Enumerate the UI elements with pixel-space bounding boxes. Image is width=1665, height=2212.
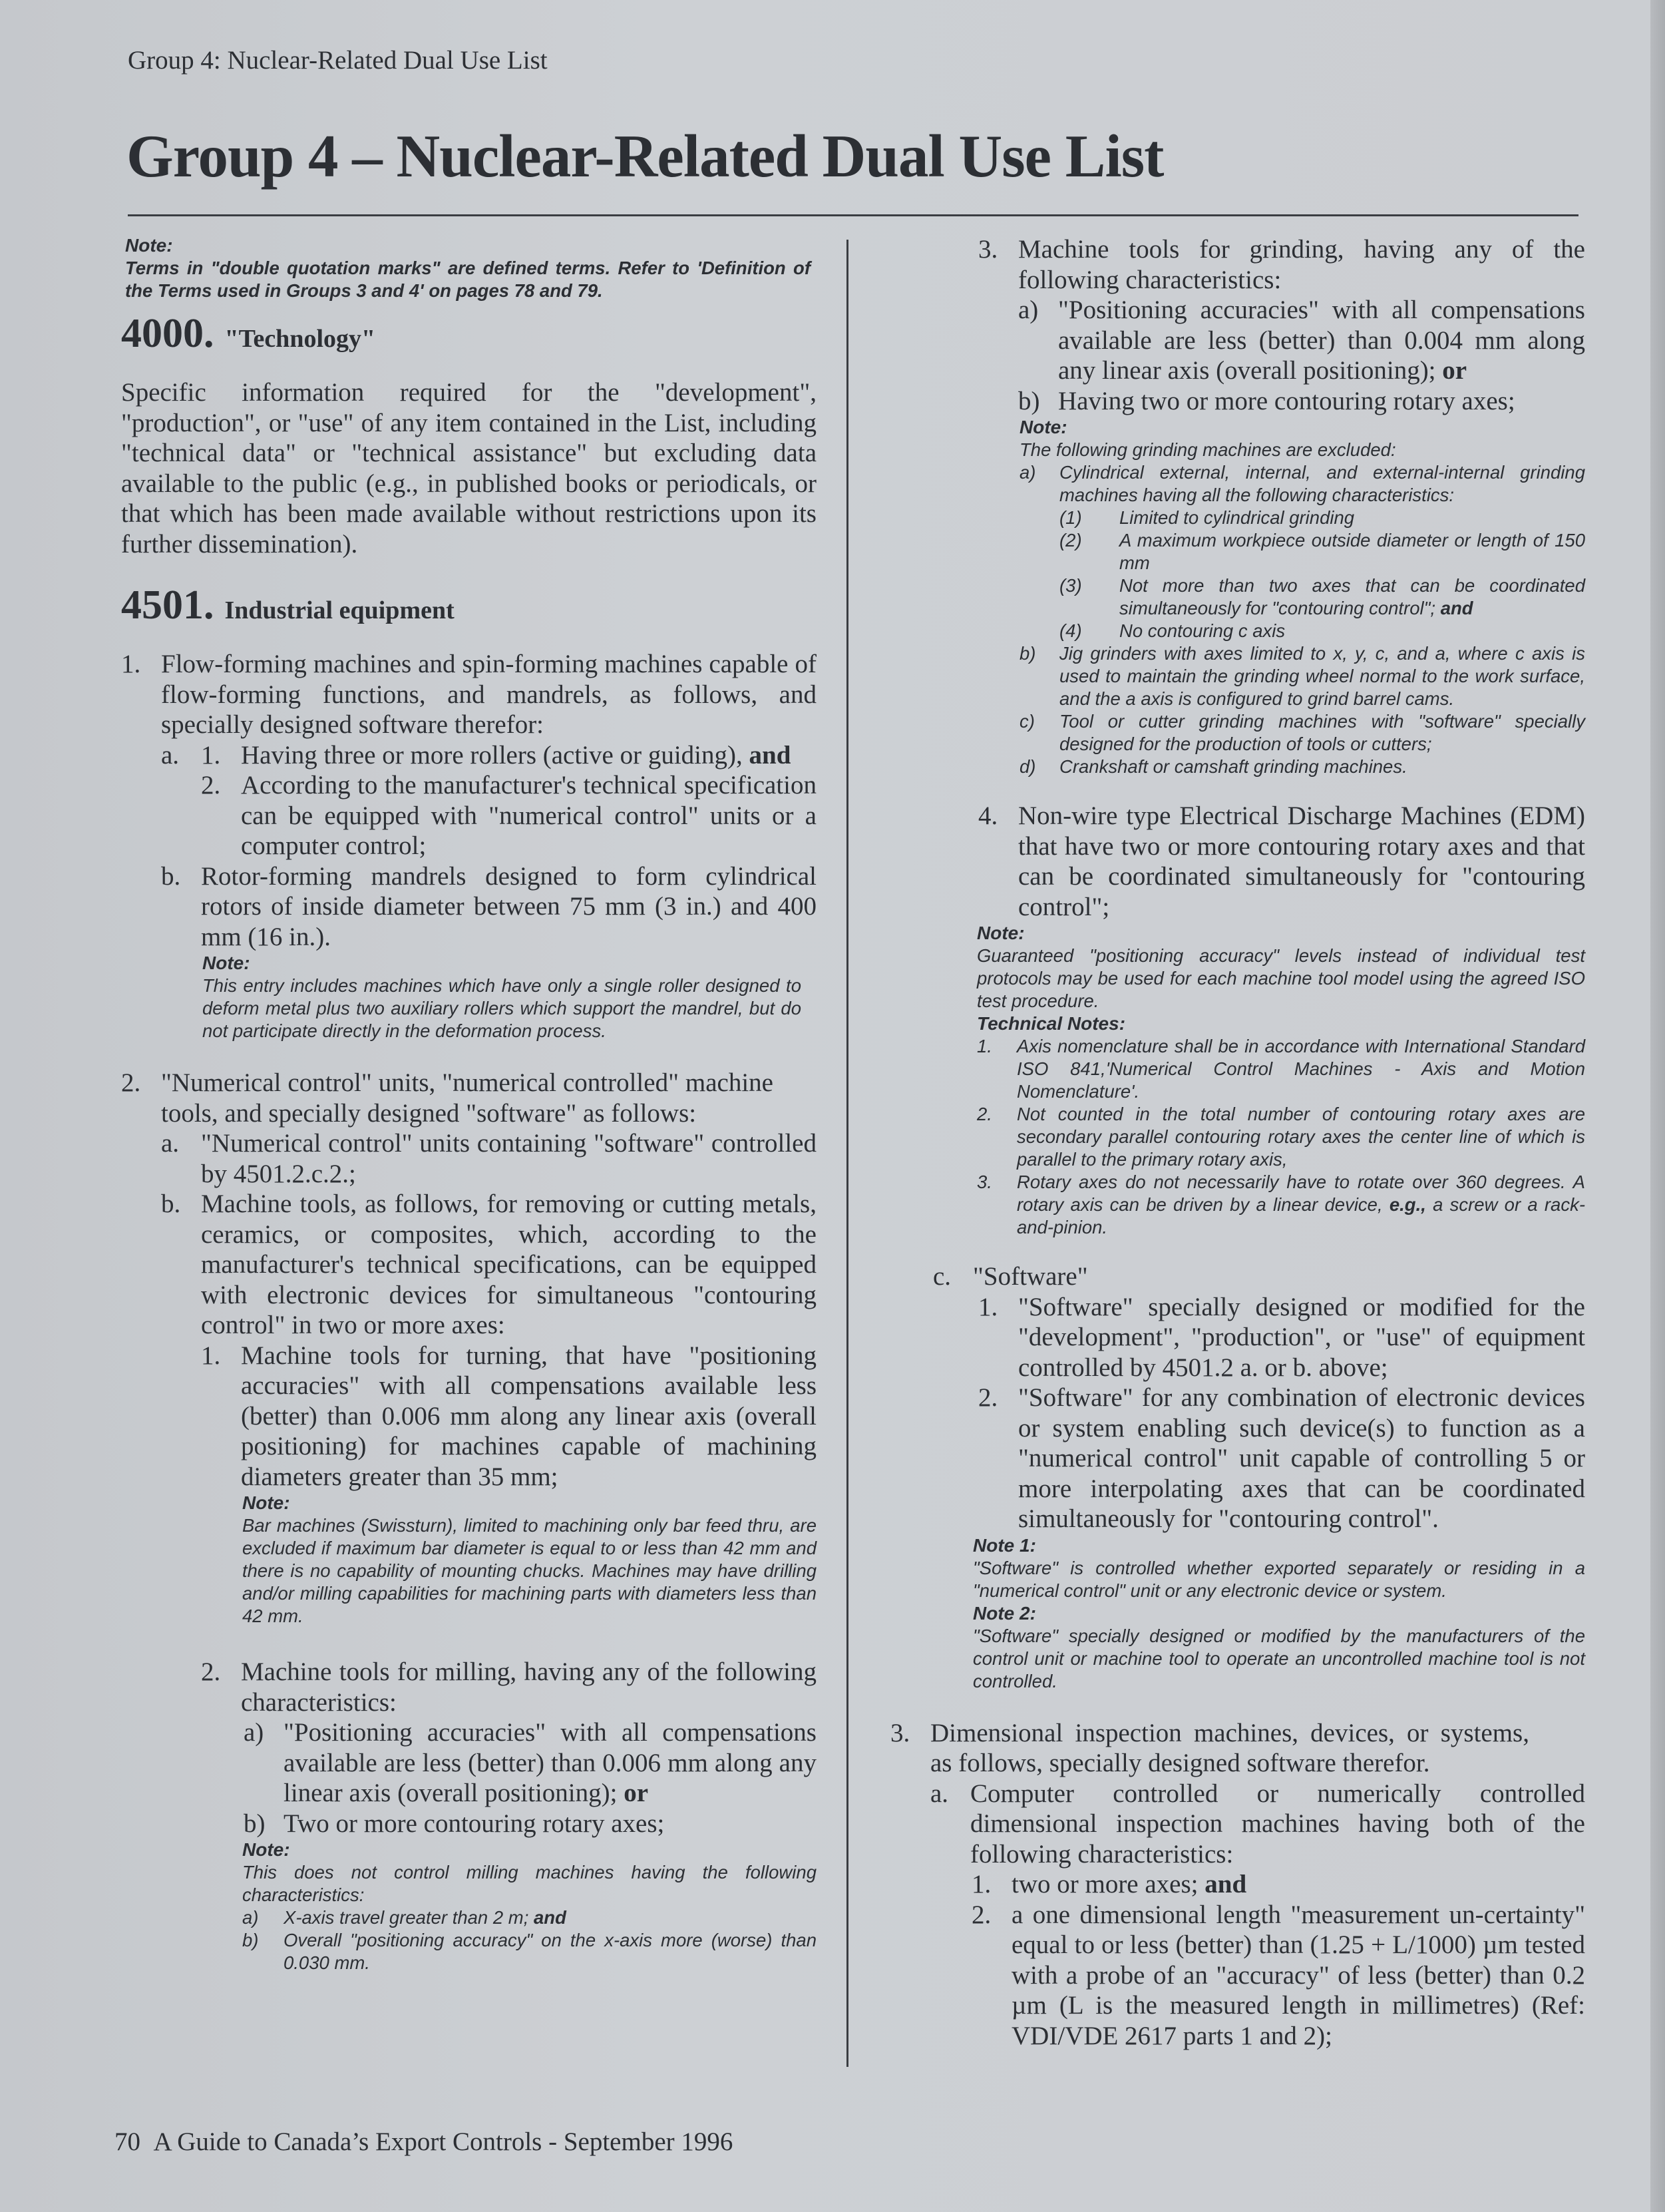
section-4501-name: Industrial equipment	[224, 596, 455, 624]
item-marker: 3.	[890, 1718, 910, 1747]
item-4501-2-c2	[978, 1383, 1585, 1534]
note-item-text: Tool or cutter grinding machines with "software" specially designed for the production of tools or cutters;	[1059, 711, 1585, 754]
note-conjunction: and	[534, 1907, 566, 1928]
item-marker: 2.	[121, 1068, 141, 1097]
note-item-marker: d)	[1019, 756, 1036, 777]
item-marker: 1.	[972, 1870, 992, 1898]
item-4501-2-b2	[201, 1657, 817, 1717]
item-text: Non-wire type Electrical Discharge Machines (EDM) that have two or more contouring rotary axes and that can be coordinated simultaneously for "contouring control";	[1018, 801, 1585, 921]
note-text: "Software" specially designed or modified by the manufacturers of the control unit or machine tool to operate an uncontrolled machine tool is not controlled.	[973, 1625, 1585, 1691]
item-text: "Numerical control" units containing "software" controlled by 4501.2.c.2.;	[201, 1129, 817, 1188]
item-marker: b.	[161, 1190, 181, 1218]
note-item-text: Jig grinders with axes limited to x, y, c, and a, where c axis is used to maintain the grinding wheel normal to the work surface, and the a axis is configured to grind barrel cams.	[1059, 643, 1585, 709]
section-4000-number: 4000.	[121, 311, 214, 356]
item-marker: a.	[161, 1129, 180, 1158]
item-text: "Positioning accuracies" with all compensations available are less (better) than 0.004 mm along any linear axis (overall positioning);	[1058, 296, 1585, 385]
item-text: Machine tools, as follows, for removing or cutting metals, ceramics, or composites, which, according to the manufacturer's technical specifications, can be equipped with electronic devices for simultaneous "contouring control" in two or more axes:	[201, 1190, 817, 1339]
item-marker: 3.	[978, 235, 998, 264]
item-text: two or more axes;	[1012, 1870, 1199, 1898]
item-marker: 1.	[201, 1341, 221, 1370]
intro-note	[125, 234, 811, 302]
note-item-text: Not more than two axes that can be coordinated simultaneously for "contouring control";	[1119, 575, 1585, 618]
note-item-marker: (1)	[1059, 507, 1082, 528]
item-4501-2-b4-note	[977, 922, 1585, 1239]
item-conjunction: and	[1204, 1870, 1247, 1898]
note-item-marker: 3.	[977, 1172, 992, 1192]
item-text: Machine tools for milling, having any of the following characteristics:	[241, 1658, 817, 1717]
note-item-text: A maximum workpiece outside diameter or length of 150 mm	[1119, 530, 1585, 573]
note-item-marker: (4)	[1059, 620, 1082, 641]
item-text: "Positioning accuracies" with all compensations available are less (better) than 0.006 mm along any linear axis (overall positioning);	[283, 1718, 817, 1807]
section-4501-number: 4501.	[121, 582, 214, 628]
item-marker: 2.	[201, 771, 221, 799]
note-text: "Software" is controlled whether exported separately or residing in a "numerical control" unit or any electronic device or system.	[973, 1557, 1585, 1601]
item-marker: 1.	[121, 650, 141, 678]
section-4000-text: Specific information required for the "development", "production", or "use" of any item contained in the List, including "technical data" or "technical assistance" but excluding data available to the public (e.g., in published books or periodicals, or that which has been made available without restrictions upon its further dissemination).	[121, 378, 817, 558]
item-text: According to the manufacturer's technical specification can be equipped with "numerical control" units or a computer control;	[241, 771, 817, 860]
item-text: Flow-forming machines and spin-forming machines capable of flow-forming functions, and mandrels, as follows, and specially designed software therefor:	[161, 650, 817, 739]
item-text: Rotor-forming mandrels designed to form cylindrical rotors of inside diameter between 75 mm (3 in.) and 400 mm (16 in.).	[201, 861, 817, 951]
item-text: a one dimensional length "measurement un-certainty" equal to or less (better) than (1.25 + L/1000) µm tested with a probe of an "accuracy" of less (better) than 0.2 µm (L is the measured length in millimetres) (Ref: VDI/VDE 2617 parts 1 and 2);	[1012, 1900, 1585, 2050]
note-item-text: X-axis travel greater than 2 m;	[283, 1907, 529, 1928]
note-label: Note:	[242, 1492, 290, 1513]
item-4501-3	[890, 1718, 1529, 1779]
note-item	[1019, 756, 1585, 778]
item-text: "Software" specially designed or modified for the "development", "production", or "use" of equipment controlled by 4501.2 a. or b. above;	[1018, 1292, 1585, 1382]
item-marker: 2.	[201, 1658, 221, 1686]
item-4501-1-note	[202, 952, 801, 1042]
item-marker: 1.	[978, 1292, 998, 1321]
note-item	[1019, 574, 1585, 620]
note-item	[977, 1035, 1585, 1103]
item-marker: b.	[161, 861, 181, 891]
item-4501-2-c	[933, 1261, 1585, 1292]
technical-notes-label: Technical Notes:	[977, 1013, 1126, 1034]
note-item	[1019, 507, 1585, 529]
section-4000-heading	[121, 310, 817, 357]
note-text: The following grinding machines are excluded:	[1019, 439, 1396, 460]
note-item	[1019, 529, 1585, 574]
right-column	[878, 234, 1585, 2051]
note-item-marker: b)	[1019, 643, 1036, 664]
item-marker: b)	[1018, 386, 1040, 415]
item-text: Having three or more rollers (active or guiding),	[241, 740, 743, 770]
page-title: Group 4 – Nuclear-Related Dual Use List	[126, 122, 1164, 190]
item-4501-2-b3-a	[1018, 295, 1585, 386]
item-marker: a.	[161, 740, 180, 770]
item-4501-2-b2-b	[244, 1809, 817, 1839]
item-4501-2-b3-b	[1018, 386, 1585, 417]
footer-text: A Guide to Canada’s Export Controls - September 1996	[153, 2127, 733, 2156]
note-item-text: Not counted in the total number of contouring rotary axes are secondary parallel contouring rotary axes the center line of which is parallel to the primary rotary axis,	[1017, 1104, 1585, 1170]
section-4501-heading	[121, 582, 817, 629]
item-text: "Software" for any combination of electronic devices or system enabling such device(s) to function as a "numerical control" unit capable of controlling 5 or more interpolating axes that can be coordinated simultaneously for "contouring control".	[1018, 1383, 1585, 1533]
item-4501-3-a2	[972, 1900, 1585, 2052]
item-4501-2-b1-note	[242, 1492, 817, 1628]
note-item	[242, 1906, 817, 1929]
note-item-marker: (3)	[1059, 575, 1082, 596]
item-4501-1-b	[161, 861, 817, 953]
item-4501-3-a1	[972, 1869, 1585, 1900]
note-item-marker: (2)	[1059, 530, 1082, 551]
item-marker: b)	[244, 1809, 266, 1838]
note-item-text: Crankshaft or camshaft grinding machines.	[1059, 756, 1407, 777]
note-label: Note:	[977, 923, 1025, 943]
item-4501-2-b3-note	[1019, 416, 1585, 778]
item-4501-2-b	[161, 1189, 817, 1341]
item-marker: 2.	[978, 1383, 998, 1412]
item-4501-2-a	[161, 1128, 817, 1189]
note-label: Note:	[242, 1839, 290, 1860]
note-label: Note 1:	[973, 1534, 1036, 1556]
item-conjunction: and	[749, 740, 791, 770]
item-marker: a)	[244, 1718, 264, 1747]
item-conjunction: or	[1442, 356, 1467, 385]
item-text: Machine tools for grinding, having any of the following characteristics:	[1018, 235, 1585, 294]
note-text: Guaranteed "positioning accuracy" levels instead of individual test protocols may be used for each machine tool model using the agreed ISO test procedure.	[977, 945, 1585, 1011]
page-footer	[114, 2127, 733, 2157]
item-marker: 4.	[978, 801, 998, 830]
note-emphasis: e.g.,	[1389, 1194, 1426, 1215]
item-conjunction: or	[624, 1779, 649, 1807]
item-marker: a.	[930, 1779, 949, 1808]
note-item	[1019, 461, 1585, 507]
intro-note-label: Note:	[125, 235, 173, 256]
note-item-text: a screw or a rack-and-pinion.	[1017, 1194, 1585, 1237]
item-4501-2-b2-a	[244, 1717, 817, 1809]
note-item	[977, 1171, 1585, 1239]
note-item-marker: b)	[242, 1930, 259, 1950]
item-4501-1	[121, 649, 817, 740]
note-label: Note:	[1019, 417, 1067, 437]
item-marker: 1.	[201, 740, 221, 770]
note-item-marker: a)	[242, 1907, 259, 1928]
item-text: Dimensional inspection machines, devices, or systems, as follows, specially designed software therefor.	[930, 1718, 1529, 1777]
note-item-text: Rotary axes do not necessarily have to rotate over 360 degrees. A rotary axis can be driven by a linear device,	[1017, 1172, 1585, 1215]
note-item-text: Overall "positioning accuracy" on the x-axis more (worse) than 0.030 mm.	[283, 1930, 817, 1973]
note-item-text: Axis nomenclature shall be in accordance with International Standard ISO 841,'Numerical Control Machines - Axis and Motion Nomenclature'.	[1017, 1036, 1585, 1102]
item-4501-2-c-notes	[973, 1534, 1585, 1693]
item-text: "Numerical control" units, "numerical controlled" machine tools, and specially designed "software" as follows:	[161, 1068, 773, 1128]
section-4000-name: "Technology"	[224, 325, 376, 353]
note-item	[242, 1929, 817, 1974]
left-column	[121, 234, 817, 1974]
note-item-text: No contouring c axis	[1119, 620, 1286, 641]
note-label: Note 2:	[973, 1602, 1036, 1624]
item-text: Machine tools for turning, that have "positioning accuracies" with all compensations available less (better) than 0.006 mm along any linear axis (overall positioning) for machines capable of machining diameters greater than 35 mm;	[241, 1341, 817, 1491]
note-text: This entry includes machines which have only a single roller designed to deform metal plus two auxiliary rollers which support the mandrel, but do not participate directly in the deformation process.	[202, 975, 801, 1041]
item-4501-2-b1	[201, 1341, 817, 1492]
item-4501-2	[121, 1068, 773, 1128]
note-item-marker: 1.	[977, 1036, 992, 1056]
column-divider	[846, 240, 848, 2067]
note-label: Note:	[202, 953, 250, 973]
item-4501-2-b4	[978, 801, 1585, 922]
note-conjunction: and	[1440, 598, 1473, 618]
note-item-marker: 2.	[977, 1104, 992, 1124]
note-item-text: Limited to cylindrical grinding	[1119, 507, 1355, 528]
running-header: Group 4: Nuclear-Related Dual Use List	[128, 46, 548, 75]
note-item-text: Cylindrical external, internal, and external-internal grinding machines having all the following characteristics:	[1059, 462, 1585, 505]
item-4501-3-a	[930, 1779, 1585, 1870]
item-marker: a)	[1018, 296, 1039, 324]
note-text: This does not control milling machines having the following characteristics:	[242, 1862, 817, 1905]
item-marker: 2.	[972, 1900, 992, 1929]
item-text: Two or more contouring rotary axes;	[283, 1809, 665, 1838]
note-item-marker: c)	[1019, 711, 1035, 732]
item-text: Having two or more contouring rotary axes;	[1058, 386, 1515, 415]
note-item	[977, 1103, 1585, 1171]
note-item	[1019, 620, 1585, 642]
intro-note-text: Terms in "double quotation marks" are defined terms. Refer to 'Definition of the Terms used in Groups 3 and 4' on pages 78 and 79.	[125, 258, 811, 301]
item-4501-2-c1	[978, 1292, 1585, 1383]
item-4501-2-b2-note	[242, 1839, 817, 1974]
note-item	[1019, 710, 1585, 756]
title-rule	[128, 214, 1578, 216]
item-4501-1-a1	[161, 740, 817, 771]
item-marker: c.	[933, 1262, 952, 1291]
item-text: "Software"	[973, 1262, 1088, 1291]
item-text: Computer controlled or numerically controlled dimensional inspection machines having both of the following characteristics:	[970, 1779, 1585, 1869]
note-text: Bar machines (Swissturn), limited to machining only bar feed thru, are excluded if maximum bar diameter is equal to or less than 42 mm and there is no capability of mounting chucks. Machines may have drilling and/or milling capabilities for machining parts with diameters less than 42 mm.	[242, 1515, 817, 1626]
page-number: 70	[114, 2127, 140, 2156]
note-item-marker: a)	[1019, 462, 1036, 483]
item-4501-1-a2	[201, 770, 817, 861]
note-item	[1019, 642, 1585, 710]
item-4501-2-b3	[978, 234, 1585, 295]
